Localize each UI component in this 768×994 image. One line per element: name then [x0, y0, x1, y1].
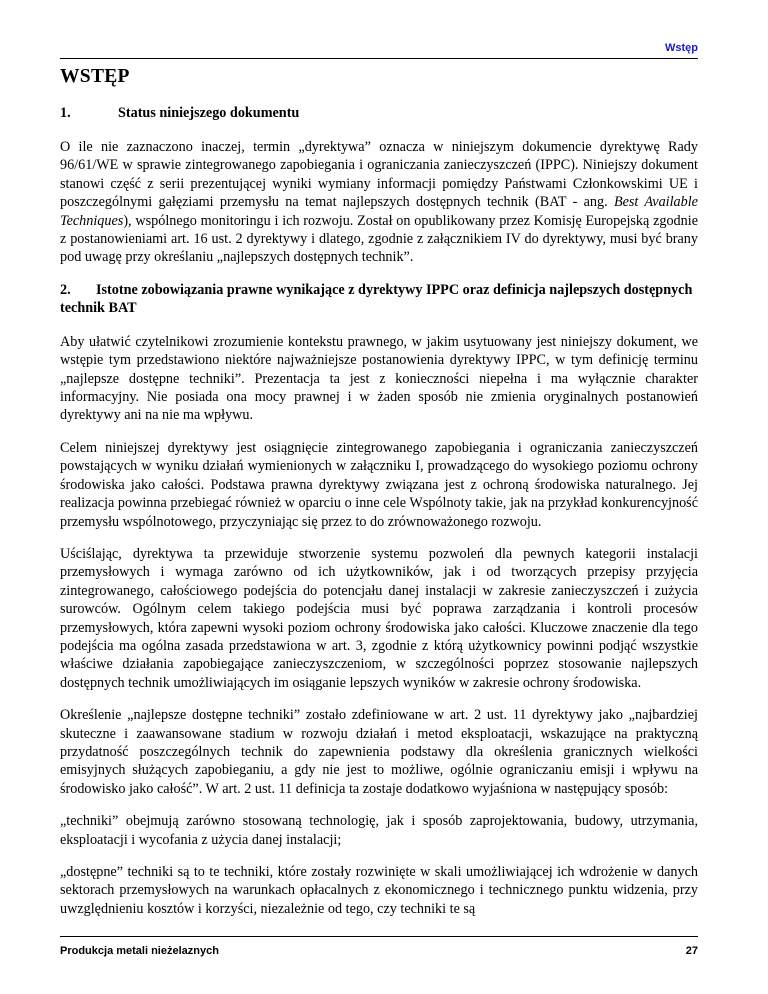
section-1-paragraph-part-a: O ile nie zaznaczono inaczej, termin „dyrektywa” oznacza w niniejszym dokumencie dyrektywę Rady 96/61/WE w sprawie zintegrowanego zapobiegania i ograniczania zanieczyszczeń (IPPC). Niniejszy dokument stanowi część z serii prezentującej wyniki wymiany informacji pomiędzy Państwami Członkowskimi UE i poszczególnymi gałęziami przemysłu na temat najlepszych dostępnych technik (BAT - ang. [60, 139, 698, 211]
footer-document-title: Produkcja metali nieżelaznych [60, 945, 219, 957]
footer-page-number: 27 [685, 945, 698, 957]
section-2-paragraph-5: „techniki” obejmują zarówno stosowaną technologię, jak i sposób zaprojektowania, budowy, utrzymania, eksploatacji i wycofania z użycia danej instalacji; [60, 813, 698, 848]
section-2-paragraph-1: Aby ułatwić czytelnikowi zrozumienie kontekstu prawnego, w jakim usytuowany jest niniejszy dokument, we wstępie tym przedstawiono niektóre najważniejsze postanowienia dyrektywy IPPC, w tym definicję terminu „najlepsze dostępne techniki”. Prezentacja ta jest z konieczności niepełna i ma wyłącznie charakter informacyjny. Nie posiada ona mocy prawnej i w żaden sposób nie zmienia oryginalnych postanowień dyrektywy ani na nie ma wpływu. [60, 333, 698, 424]
running-header [60, 36, 698, 59]
page-content [60, 62, 698, 918]
section-1-number: 1. [60, 105, 71, 121]
page-title: WSTĘP [60, 66, 130, 87]
section-2-paragraph-4: Określenie „najlepsze dostępne techniki” zostało zdefiniowane w art. 2 ust. 11 dyrektywy jako „najbardziej skuteczne i zaawansowane stadium w rozwoju działań i metod eksploatacji, wskazujące na praktyczną przydatność poszczególnych technik do zapewnienia podstawy dla określenia granicznych wielkości emisyjnych służących zapobieganiu, a gdy nie jest to możliwe, ogólnie ograniczaniu emisji i wpływu na środowisko jako całość”. W art. 2 ust. 11 definicja ta zostaje dodatkowo wyjaśniona w następujący sposób: [60, 707, 698, 797]
section-1-title: Status niniejszego dokumentu [118, 105, 300, 121]
running-header-title: Wstęp [665, 42, 698, 54]
section-2-paragraph-3: Uściślając, dyrektywa ta przewiduje stworzenie systemu pozwoleń dla pewnych kategorii instalacji przemysłowych i wymaga zarówno od ich użytkowników, jak i od tworzących przepisy przyjęcia zintegrowanego, całościowego podejścia do potencjału danej instalacji w zakresie zanieczyszczeń i zużycia surowców. Ogólnym celem takiego podejścia musi być poprawa zarządzania i kontroli procesów przemysłowych, która zapewni wysoki poziom ochrony środowiska jako całości. Kluczowe znaczenie dla tego podejścia ma ogólna zasada przedstawiona w art. 3, zgodnie z którą użytkownicy powinni podjąć wszystkie właściwe działania zapobiegające zanieczyszczeniom, w szczególności poprzez stosowanie najlepszych dostępnych technik umożliwiających im osiąganie lepszych wyników w zakresie ochrony środowiska. [60, 545, 698, 691]
page-footer [60, 936, 698, 963]
section-2-paragraph-2: Celem niniejszej dyrektywy jest osiągnięcie zintegrowanego zapobiegania i ograniczania zanieczyszczeń powstających w wyniku działań wymienionych w załączniku I, prowadzącego do wysokiego poziomu ochrony środowiska jako całości. Podstawa prawna dyrektywy związana jest z ochroną środowiska naturalnego. Jej realizacja powinna przebiegać również w oparciu o inne cele Wspólnoty takie, jak na przykład konkurencyjność przemysłu wspólnotowego, przyczyniając się przez to do zrównoważonego rozwoju. [60, 439, 698, 530]
section-1-paragraph-part-b: ), wspólnego monitoringu i ich rozwoju. Został on opublikowany przez Komisję Europejską zgodnie z postanowieniami art. 16 ust. 2 dyrektywy i dlatego, zgodnie z załącznikiem IV do dyrektywy, musi być brany pod uwagę przy określaniu „najlepszych dostępnych technik”. [60, 212, 698, 266]
section-1-paragraph-italic: Best Available Techniques [60, 194, 698, 229]
section-2-title: Istotne zobowiązania prawne wynikające z dyrektywy IPPC oraz definicja najlepszych dostępnych technik BAT [60, 281, 693, 316]
section-1-heading [60, 104, 698, 122]
section-1-paragraph [60, 138, 698, 267]
section-2-paragraph-6: „dostępne” techniki są to te techniki, które zostały rozwinięte w skali umożliwiającej ich wdrożenie w danych sektorach przemysłowych na warunkach opłacalnych z ekonomicznego i technicznego punktu widzenia, przy uwzględnieniu kosztów i korzyści, niezależnie od tego, czy techniki te są [60, 864, 698, 917]
section-2-heading [60, 281, 698, 317]
section-2-number: 2. [60, 281, 71, 298]
